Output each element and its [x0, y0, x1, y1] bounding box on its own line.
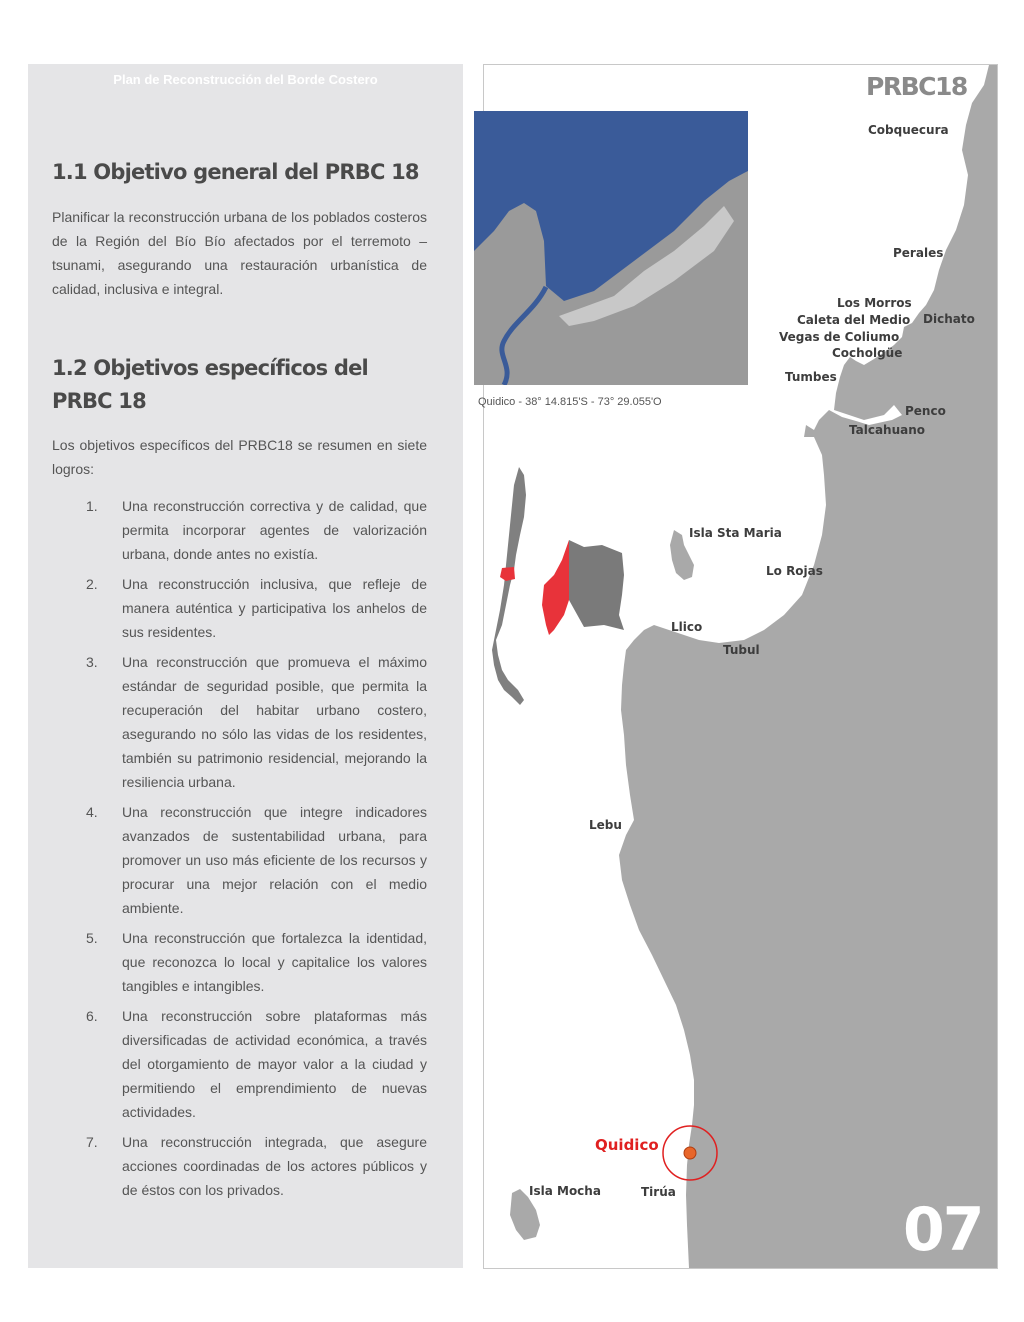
section-1-title: 1.1 Objetivo general del PRBC 18: [52, 160, 419, 184]
page-number: 07: [903, 1195, 983, 1265]
label-cocholgue: Cocholgüe: [832, 346, 903, 360]
list-text: Una reconstrucción que promueva el máximo estándar de seguridad posible, que permita la recuperación del habitar urbano costero, asegurando no sólo las vidas de los residentes, también su patrimonio residencial, mejorando la resiliencia urbana.: [122, 654, 427, 790]
section-2-intro: Los objetivos específicos del PRBC18 se resumen en siete logros:: [52, 437, 427, 477]
label-tubul: Tubul: [723, 643, 760, 657]
label-tumbes: Tumbes: [785, 370, 837, 384]
region-inset-gray: [569, 540, 624, 630]
list-item: [52, 1130, 427, 1202]
chile-inset: [492, 467, 526, 705]
objectives-list: [52, 494, 427, 1208]
list-item: [52, 650, 427, 794]
section-2-title-line1: 1.2 Objetivos específicos del: [52, 356, 368, 380]
region-inset-red: [542, 540, 569, 635]
list-item: [52, 1004, 427, 1124]
list-number: 3.: [86, 654, 98, 670]
section-1-body: Planificar la reconstrucción urbana de los poblados costeros de la Región del Bío Bío afectados por el terremoto – tsunami, asegurando una restauración urbanística de calidad, inclusiva e integral.: [52, 209, 427, 297]
list-text: Una reconstrucción correctiva y de calidad, que permita incorporar agentes de valorización urbana, donde antes no existía.: [122, 498, 427, 562]
label-caleta-del-medio: Caleta del Medio: [797, 313, 911, 327]
section-2-title-line2: PRBC 18: [52, 389, 146, 413]
list-number: 1.: [86, 498, 98, 514]
quidico-dot: [684, 1147, 696, 1159]
label-dichato: Dichato: [923, 312, 975, 326]
running-header: Plan de Reconstrucción del Borde Costero: [113, 72, 378, 87]
photo-caption: Quidico - 38° 14.815'S - 73° 29.055'O: [478, 396, 662, 408]
label-talcahuano: Talcahuano: [849, 423, 926, 437]
list-text: Una reconstrucción sobre plataformas más diversificadas de actividad económica, a través del otorgamiento de mayor valor a la ciudad y permitiendo el emprendimiento de nuevas actividades.: [122, 1008, 427, 1120]
label-los-morros: Los Morros: [837, 296, 912, 310]
list-item: [52, 494, 427, 566]
brand-logo: PRBC18: [866, 72, 967, 101]
list-number: 7.: [86, 1134, 98, 1150]
label-isla-mocha: Isla Mocha: [529, 1184, 601, 1198]
list-text: Una reconstrucción que fortalezca la identidad, que reconozca lo local y capitalice los valores tangibles e intangibles.: [122, 930, 427, 994]
list-text: Una reconstrucción que integre indicadores avanzados de sustentabilidad urbana, para promover un uso más eficiente de los recursos y procurar una mejor relación con el medio ambiente.: [122, 804, 427, 916]
label-isla-sta-maria: Isla Sta Maria: [689, 526, 782, 540]
list-text: Una reconstrucción integrada, que asegure acciones coordinadas de los actores públicos y de éstos con los privados.: [122, 1134, 427, 1198]
label-vegas-de-coliumo: Vegas de Coliumo: [779, 330, 900, 344]
list-item: [52, 800, 427, 920]
list-number: 5.: [86, 930, 98, 946]
label-tirua: Tirúa: [641, 1185, 676, 1199]
list-text: Una reconstrucción inclusiva, que refleje de manera auténtica y participativa los anhelos de sus residentes.: [122, 576, 427, 640]
list-number: 6.: [86, 1008, 98, 1024]
photo-land: [474, 171, 748, 385]
list-number: 2.: [86, 576, 98, 592]
aerial-photo: [474, 111, 748, 385]
label-perales: Perales: [893, 246, 944, 260]
label-cobquecura: Cobquecura: [868, 123, 949, 137]
text-panel: [28, 64, 463, 1268]
label-penco: Penco: [905, 404, 946, 418]
chile-region-highlight: [500, 567, 515, 581]
label-lebu: Lebu: [589, 818, 622, 832]
label-llico: Llico: [671, 620, 703, 634]
list-item: [52, 926, 427, 998]
list-number: 4.: [86, 804, 98, 820]
label-quidico: Quidico: [595, 1136, 659, 1154]
label-lo-rojas: Lo Rojas: [766, 564, 823, 578]
list-item: [52, 572, 427, 644]
